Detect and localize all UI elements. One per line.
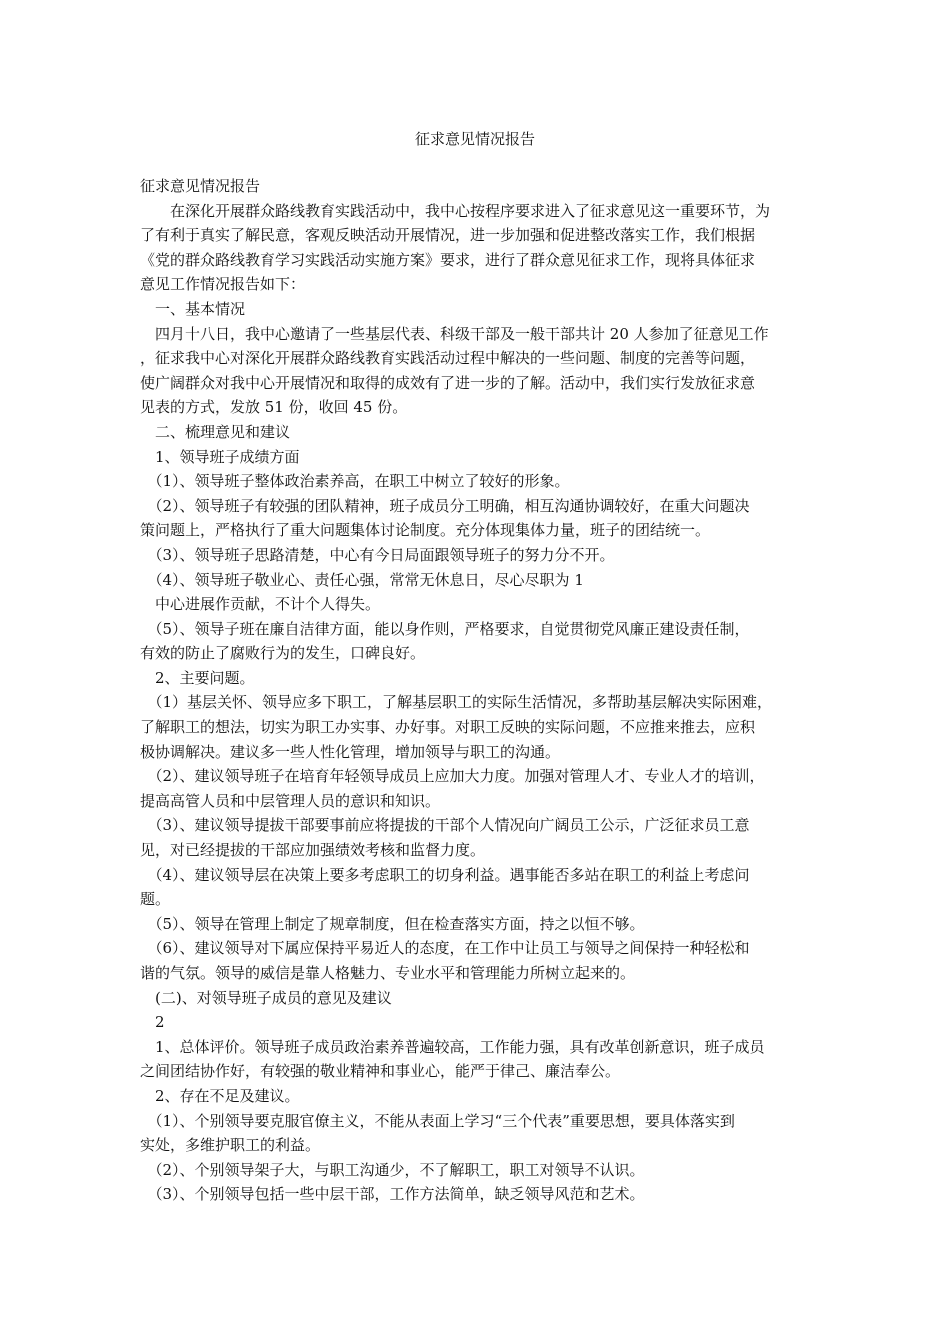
text-line: 谐的气氛。领导的威信是靠人格魅力、专业水平和管理能力所树立起来的。 [140,964,636,982]
text-line: 四月十八日，我中心邀请了一些基层代表、科级干部及一般干部共计 20 人参加了征意见工作 [140,324,769,343]
text-line: 了有利于真实了解民意，客观反映活动开展情况，进一步加强和促进整改落实工作，我们根据 [140,226,756,245]
text-line: 题。 [140,890,171,909]
text-line: 意见工作情况报告如下： [140,275,306,294]
text-line: 2、主要问题。 [140,668,255,687]
text-line: （2）、个别领导架子大，与职工沟通少，不了解职工，职工对领导不认识。 [140,1160,645,1179]
text-line: 实处，多维护职工的利益。 [140,1136,321,1155]
text-line: （2）、领导班子有较强的团队精神，班子成员分工明确，相互沟通协调较好，在重大问题决 [140,496,750,515]
text-line: 征求意见情况报告 [140,177,261,195]
text-line: 策问题上，严格执行了重大问题集体讨论制度。充分体现集体力量，班子的团结统一。 [140,521,711,540]
text-line: 极协调解决。建议多一些人性化管理，增加领导与职工的沟通。 [140,742,561,761]
text-line: 二、梳理意见和建议 [140,422,291,441]
text-line: 之间团结协作好，有较强的敬业精神和事业心，能严于律己、廉洁奉公。 [140,1062,621,1081]
text-line: 了解职工的想法，切实为职工办实事、办好事。对职工反映的实际问题，不应推来推去，应积 [140,718,756,737]
text-line: （4）、领导班子敬业心、责任心强，常常无休息日，尽心尽职为 1 [140,570,584,589]
text-line: ，征求我中心对深化开展群众路线教育实践活动过程中解决的一些问题、制度的完善等问题， [140,349,756,368]
text-line: 有效的防止了腐败行为的发生，口碑良好。 [140,644,426,663]
text-line: 见表的方式，发放 51 份，收回 45 份。 [140,398,408,417]
text-line: 1、领导班子成绩方面 [140,447,300,466]
text-line: 在深化开展群众路线教育实践活动中，我中心按程序要求进入了征求意见这一重要环节，为 [140,201,771,220]
text-line: 一、基本情况 [140,299,246,318]
text-line: 中心进展作贡献，不计个人得失。 [140,595,381,614]
text-line: （3）、建议领导提拔干部要事前应将提拔的干部个人情况向广阔员工公示，广泛征求员工意 [140,816,750,835]
document-title: 征求意见情况报告 [414,130,535,148]
text-line: 见，对已经提拔的干部应加强绩效考核和监督力度。 [140,841,486,860]
text-line: （3）、领导班子思路清楚，中心有今日局面跟领导班子的努力分不开。 [140,545,615,564]
text-line: 2 [140,1013,165,1032]
text-line: （5）、领导子班在廉自洁律方面，能以身作则，严格要求，自觉贯彻党风廉正建设责任制， [140,619,750,638]
text-line: （1）基层关怀、领导应多下职工，了解基层职工的实际生活情况，多帮助基层解决实际困难， [140,693,773,712]
text-line: （4）、建议领导层在决策上要多考虑职工的切身利益。遇事能否多站在职工的利益上考虑问 [140,865,750,884]
text-line: （6）、建议领导对下属应保持平易近人的态度，在工作中让员工与领导之间保持一种轻松和 [140,939,750,958]
text-line: 2、存在不足及建议。 [140,1086,300,1105]
text-line: 使广阔群众对我中心开展情况和取得的成效有了进一步的了解。活动中，我们实行发放征求意 [140,373,756,392]
text-line: （1）、领导班子整体政治素养高，在职工中树立了较好的形象。 [140,472,570,491]
text-line: （1）、个别领导要克服官僚主义，不能从表面上学习“三个代表”重要思想，要具体落实到 [140,1111,735,1130]
document-body [140,174,820,1207]
text-line: （3）、个别领导包括一些中层干部，工作方法简单，缺乏领导风范和艺术。 [140,1185,645,1204]
text-line: 提高高管人员和中层管理人员的意识和知识。 [140,791,441,810]
text-line: （5）、领导在管理上制定了规章制度，但在检查落实方面，持之以恒不够。 [140,914,645,933]
text-line: 1、总体评价。领导班子成员政治素养普遍较高，工作能力强，具有改革创新意识，班子成员 [140,1037,765,1056]
text-line: 《党的群众路线教育学习实践活动实施方案》要求，进行了群众意见征求工作，现将具体征求 [140,250,756,269]
text-line: （2）、建议领导班子在培育年轻领导成员上应加大力度。加强对管理人才、专业人才的培训， [140,767,765,786]
text-line: (二)、对领导班子成员的意见及建议 [140,988,392,1007]
